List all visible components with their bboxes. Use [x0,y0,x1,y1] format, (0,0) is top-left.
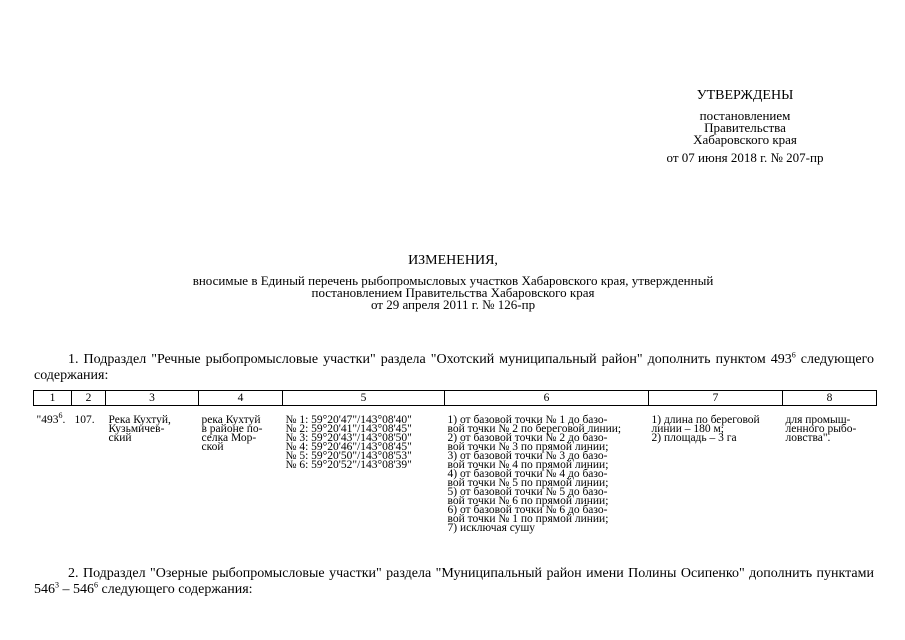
cell-item-number: "$493^6$. [36,411,66,426]
paragraph-2-tail: следующего содержания: [98,582,253,597]
paragraph-2 [34,566,874,598]
paragraph-1-text: 1. Подраздел "Речные рыбопромысловые участки" раздела "Охотский муниципальный район" дополнить пунктом 493 [68,352,792,367]
cell-site-number: 107. [74,414,95,426]
cell-site-name: Река Кухтуй, Кузьмичев- ский [108,414,171,444]
table-header-row [34,391,877,406]
table-header-cell: 2 [72,391,106,406]
approval-line: Правительства [704,120,786,135]
table-header-cell: 5 [283,391,445,406]
table-header-cell: 4 [199,391,283,406]
paragraph-1-tail: следующего содержания: [34,352,874,383]
document-subtitle-line: постановлением Правительства Хабаровского края [311,285,595,300]
approval-date: от 07 июня 2018 г. № 207-пр [666,150,824,165]
table-header-cell: 3 [106,391,199,406]
approval-block [600,88,890,164]
paragraph-2-sup: 3 [55,580,59,590]
table-header-cell: 7 [649,391,783,406]
table-header-cell: 6 [445,391,649,406]
cell-boundaries: 1) от базовой точки № 1 до базо- вой точки № 2 по береговой линии; 2) от базовой точки № 2 до базо- вой точки № 3 по прямой линии; 3) от базовой точки № 3 до базо- вой точки № 4 по прямой линии; 4) от базовой точки № 4 до базо- вой точки № 5 по прямой линии; 5) от базовой точки № 5 до базо- вой точки № 6 по прямой линии; 6) от базовой точки № 6 до базо- вой точки № 1 по прямой линии; 7) исключая сушу [447,414,622,534]
approval-line: Хабаровского края [693,132,797,147]
table-header-cell: 8 [783,391,877,406]
document-subtitle-line: вносимые в Единый перечень рыбопромысловых участков Хабаровского края, утвержденный [192,273,714,288]
paragraph-2-text: 2. Подраздел "Озерные рыбопромысловые участки" раздела "Муниципальный район имени Полины Осипенко" дополнить пунктами 546 [34,566,874,597]
amendment-table [33,390,877,534]
cell-location: река Кухтуй в районе по- селка Мор- ской [201,414,263,453]
table-header-cell: 1 [34,391,72,406]
paragraph-1-sup: 6 [791,350,796,360]
paragraph-2-range: – 546 [59,582,94,597]
cell-area: 1) длина по береговой линии – 180 м; 2) площадь – 3 га [651,414,760,444]
table-row [34,406,877,535]
document-subtitle-line: от 29 апреля 2011 г. № 126-пр [370,297,536,312]
approval-title: УТВЕРЖДЕНЫ [696,88,794,103]
paragraph-1 [34,352,874,384]
approval-line: постановлением [699,108,791,123]
cell-coordinates: № 1: 59°20'47"/143°08'40" № 2: 59°20'41"/143°08'45" № 3: 59°20'43"/143°08'50" № 4: 59°20'46"/143°08'45" № 5: 59°20'50"/143°08'53" № 6: 59°20'52"/143°08'39" [285,414,412,471]
document-title: ИЗМЕНЕНИЯ, [408,253,498,268]
document-heading [60,253,846,311]
paragraph-2-sup: 6 [94,580,98,590]
cell-purpose: для промыш- ленного рыбо- ловства". [785,414,857,444]
